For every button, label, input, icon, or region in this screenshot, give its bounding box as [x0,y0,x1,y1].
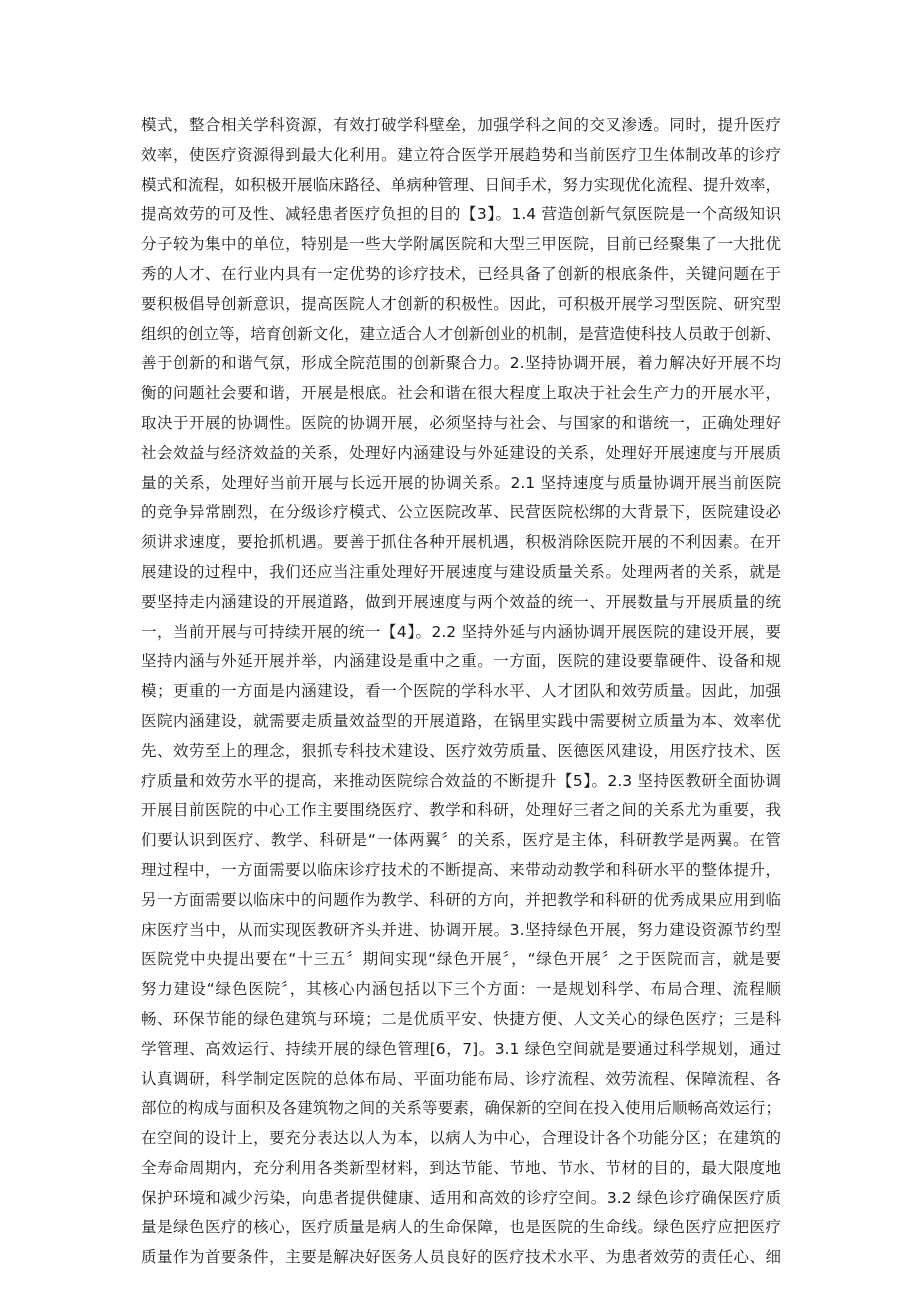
text-line: 部位的构成与面积及各建筑物之间的关系等要素，确保新的空间在投入使用后顺畅高效运行； [141,1099,781,1118]
text-line: 社会效益与经济效益的关系，处理好内涵建设与外延建设的关系，处理好开展速度与开展质 [141,443,781,462]
text-line: 的竞争异常剧烈，在分级诊疗模式、公立医院改革、民营医院松绑的大背景下，医院建设必 [141,503,781,522]
text-line: 模；更重的一方面是内涵建设，看一个医院的学科水平、人才团队和效劳质量。因此，加强 [141,682,781,701]
text-line: 疗质量和效劳水平的提高，来推动医院综合效益的不断提升【5】。2.3 坚持医教研全面协调 [141,771,781,790]
text-line: 畅、环保节能的绿色建筑与环境；二是优质平安、快捷方便、人文关心的绿色医疗；三是科 [141,1009,781,1028]
text-line: 全寿命周期内，充分利用各类新型材料，到达节能、节地、节水、节材的目的，最大限度地 [141,1158,781,1177]
text-line: 善于创新的和谐气氛，形成全院范围的创新聚合力。2.坚持协调开展，着力解决好开展不均 [141,354,781,373]
text-line: 质量作为首要条件，主要是解决好医务人员良好的医疗技术水平、为患者效劳的责任心、细 [141,1248,781,1267]
text-line: 医院党中央提出要在“十三五〞期间实现“绿色开展〞，“绿色开展〞之于医院而言，就是要 [141,950,781,969]
text-line: 在空间的设计上，要充分表达以人为本，以病人为中心，合理设计各个功能分区；在建筑的 [141,1129,781,1148]
text-line: 要积极倡导创新意识，提高医院人才创新的积极性。因此，可积极开展学习型医院、研究型 [141,294,781,313]
text-line: 医院内涵建设，就需要走质量效益型的开展道路，在锅里实践中需要树立质量为本、效率优 [141,711,781,730]
text-line: 一，当前开展与可持续开展的统一【4】。2.2 坚持外延与内涵协调开展医院的建设开展，要 [141,622,781,641]
text-line: 学管理、高效运行、持续开展的绿色管理[6，7]。3.1 绿色空间就是要通过科学规划，通过 [141,1039,781,1058]
text-line: 组织的创立等，培育创新文化，建立适合人才创新创业的机制，是营造使科技人员敢于创新、 [141,324,781,343]
text-line: 模式，整合相关学科资源，有效打破学科壁垒，加强学科之间的交叉渗透。同时，提升医疗 [141,116,781,134]
text-line: 努力建设“绿色医院〞，其核心内涵包括以下三个方面：一是规划科学、布局合理、流程顺 [141,980,781,999]
body-text [141,111,781,1273]
text-line: 理过程中，一方面需要以临床诊疗技术的不断提高、来带动动教学和科研水平的整体提升， [141,860,781,879]
text-line: 开展目前医院的中心工作主要围绕医疗、教学和科研，处理好三者之间的关系尤为重要，我 [141,801,781,820]
text-line: 先、效劳至上的理念，狠抓专科技术建设、医疗效劳质量、医德医风建设，用医疗技术、医 [141,741,781,760]
text-line: 效率，使医疗资源得到最大化利用。建立符合医学开展趋势和当前医疗卫生体制改革的诊疗 [141,145,781,164]
text-line: 须讲求速度，要抢抓机遇。要善于抓住各种开展机遇，积极消除医院开展的不利因素。在开 [141,533,781,552]
text-line: 模式和流程，如积极开展临床路径、单病种管理、日间手术，努力实现优化流程、提升效率， [141,175,781,194]
text-line: 床医疗当中，从而实现医教研齐头并进、协调开展。3.坚持绿色开展，努力建设资源节约型 [141,920,781,939]
text-line: 量是绿色医疗的核心，医疗质量是病人的生命保障，也是医院的生命线。绿色医疗应把医疗 [141,1218,781,1237]
text-line: 取决于开展的协调性。医院的协调开展，必须坚持与社会、与国家的和谐统一，正确处理好 [141,413,781,432]
text-line: 们要认识到医疗、教学、科研是“一体两翼〞的关系，医疗是主体，科研教学是两翼。在管 [141,831,781,850]
text-line: 坚持内涵与外延开展并举，内涵建设是重中之重。一方面，医院的建设要靠硬件、设备和规 [141,652,781,671]
text-line: 另一方面需要以临床中的问题作为教学、科研的方向，并把教学和科研的优秀成果应用到临 [141,890,781,909]
text-line: 保护环境和减少污染，向患者提供健康、适用和高效的诊疗空间。3.2 绿色诊疗确保医疗质 [141,1188,781,1207]
text-line: 认真调研，科学制定医院的总体布局、平面功能布局、诊疗流程、效劳流程、保障流程、各 [141,1069,781,1088]
text-line: 秀的人才、在行业内具有一定优势的诊疗技术，已经具备了创新的根底条件，关键问题在于 [141,264,781,283]
text-line: 提高效劳的可及性、减轻患者医疗负担的目的【3】。1.4 营造创新气氛医院是一个高级知识 [141,205,781,224]
text-line: 展建设的过程中，我们还应当注重处理好开展速度与建设质量关系。处理两者的关系，就是 [141,562,781,581]
text-line: 衡的问题社会要和谐，开展是根底。社会和谐在很大程度上取决于社会生产力的开展水平， [141,384,781,403]
text-line: 要坚持走内涵建设的开展道路，做到开展速度与两个效益的统一、开展数量与开展质量的统 [141,592,781,611]
text-line: 分子较为集中的单位，特别是一些大学附属医院和大型三甲医院，目前已经聚集了一大批优 [141,235,781,254]
text-line: 量的关系，处理好当前开展与长远开展的协调关系。2.1 坚持速度与质量协调开展当前医院 [141,473,781,492]
